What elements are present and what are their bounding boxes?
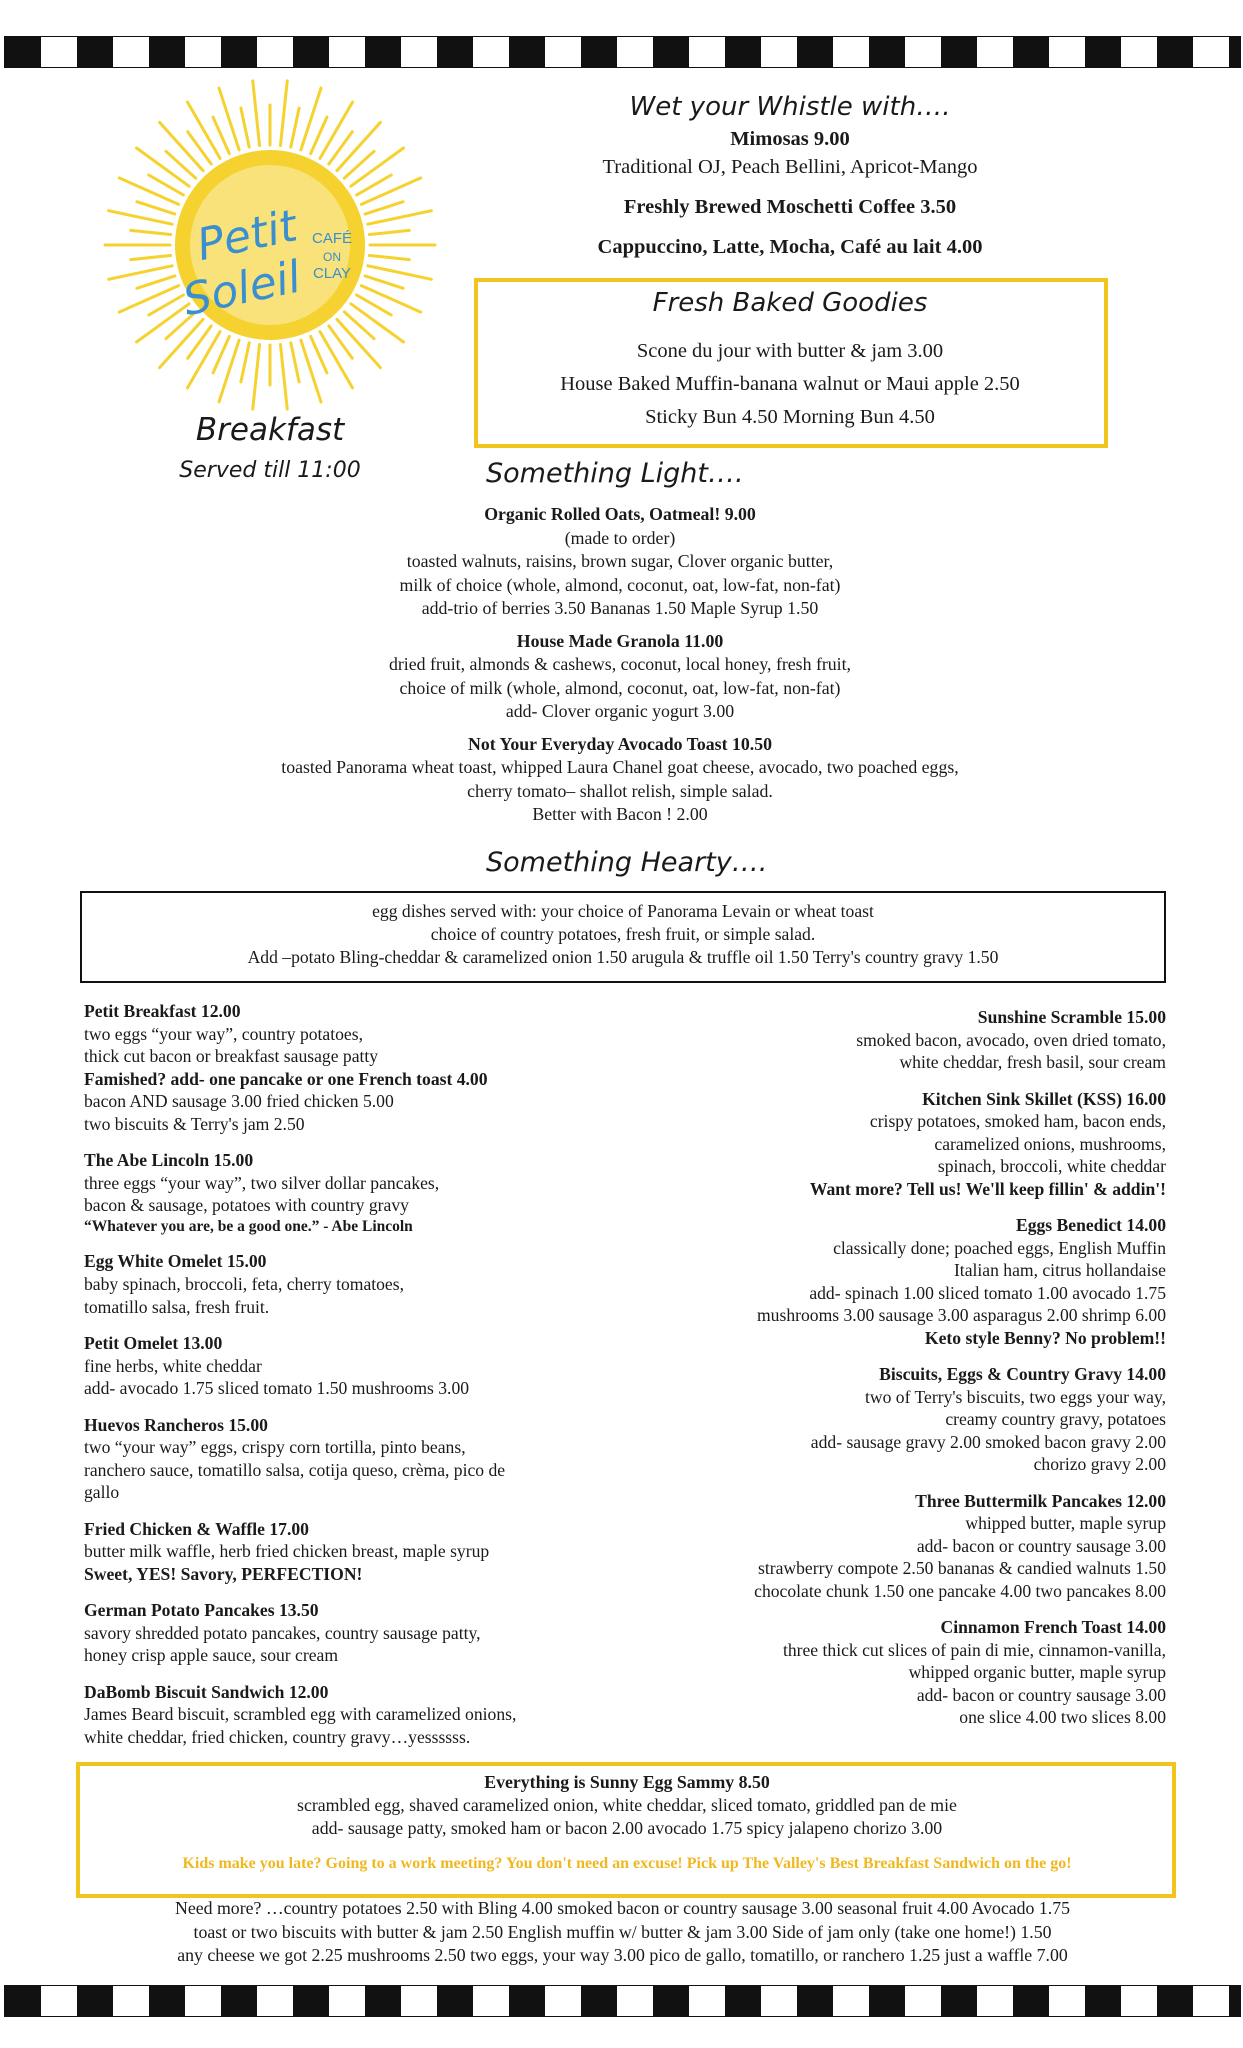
item-title: Kitchen Sink Skillet (KSS) 16.00 bbox=[922, 1088, 1166, 1109]
served-till: Served till 11:00 bbox=[179, 458, 361, 483]
sun-ray bbox=[280, 81, 287, 146]
bottom-checker-border bbox=[4, 1985, 1241, 2017]
item-line: mushrooms 3.00 sausage 3.00 asparagus 2.00 shrimp 6.00 bbox=[756, 1305, 1166, 1326]
menu-item-fried-chicken-waffle bbox=[84, 1518, 624, 1586]
goodies-item: House Baked Muffin-banana walnut or Maui apple 2.50 bbox=[560, 373, 1020, 395]
item-line: caramelized onions, mushrooms, bbox=[934, 1133, 1166, 1154]
light-heading: Something Light…. bbox=[486, 458, 744, 489]
item-line: milk of choice (whole, almond, coconut, oat, low-fat, non-fat) bbox=[399, 574, 841, 595]
item-line: Better with Bacon ! 2.00 bbox=[532, 804, 708, 824]
whistle-heading: Wet your Whistle with…. bbox=[629, 92, 951, 122]
item-line: fine herbs, white cheddar bbox=[84, 1355, 262, 1376]
menu-item-eggs-benedict bbox=[640, 1214, 1166, 1349]
svg-text:ON: ON bbox=[323, 250, 341, 264]
item-line: tomatillo salsa, fresh fruit. bbox=[84, 1296, 270, 1317]
whistle-espresso: Cappuccino, Latte, Mocha, Café au lait 4.00 bbox=[597, 236, 983, 258]
sun-ray bbox=[365, 276, 403, 288]
menu-item-egg-white-omelet bbox=[84, 1250, 624, 1318]
sun-ray bbox=[137, 276, 175, 288]
need-more-line: any cheese we got 2.25 mushrooms 2.50 two eggs, your way 3.00 pico de gallo, tomatillo, or ranchero 1.25 just a waffle 7.00 bbox=[177, 1945, 1068, 1965]
sun-ray bbox=[280, 344, 287, 409]
breakfast-title: Breakfast bbox=[195, 412, 345, 448]
menu-item-petit-breakfast bbox=[84, 1000, 624, 1135]
sun-ray bbox=[119, 178, 178, 204]
item-line: Sweet, YES! Savory, PERFECTION! bbox=[84, 1563, 363, 1584]
item-line: whipped organic butter, maple syrup bbox=[908, 1662, 1166, 1683]
sun-ray bbox=[241, 108, 249, 147]
goodies-list bbox=[480, 335, 1100, 434]
menu-item-sunshine-scramble bbox=[640, 1006, 1166, 1074]
item-line: bacon AND sausage 3.00 fried chicken 5.00 bbox=[84, 1091, 394, 1112]
item-line: toasted Panorama wheat toast, whipped Laura Chanel goat cheese, avocado, two poached eggs, bbox=[281, 757, 959, 777]
item-line: whipped butter, maple syrup bbox=[965, 1513, 1166, 1534]
item-line: dried fruit, almonds & cashews, coconut, local honey, fresh fruit, bbox=[388, 654, 852, 674]
item-line: chorizo gravy 2.00 bbox=[1033, 1454, 1166, 1475]
item-title: German Potato Pancakes 13.50 bbox=[84, 1600, 319, 1621]
menu-item-petit-omelet bbox=[84, 1332, 624, 1400]
item-line: gallo bbox=[84, 1482, 120, 1503]
sun-ray bbox=[351, 304, 404, 342]
item-line: crispy potatoes, smoked ham, bacon ends, bbox=[869, 1111, 1166, 1132]
item-line: Keto style Benny? No problem!! bbox=[924, 1327, 1166, 1348]
egg-sammy-section bbox=[82, 1771, 1172, 1875]
sun-ray bbox=[361, 178, 420, 204]
item-line: white cheddar, fresh basil, sour cream bbox=[899, 1052, 1166, 1073]
menu-item-huevos-rancheros bbox=[84, 1414, 624, 1504]
logo-name-petit: Petit bbox=[192, 200, 302, 272]
sun-ray bbox=[351, 148, 404, 186]
need-more-line: toast or two biscuits with butter & jam 2.50 English muffin w/ butter & jam 3.00 Side of jam only (take one home!) 1.50 bbox=[193, 1921, 1052, 1942]
item-line: bacon & sausage, potatoes with country gravy bbox=[84, 1195, 409, 1216]
item-line: white cheddar, fried chicken, country gravy…yessssss. bbox=[84, 1726, 471, 1747]
item-line: add-trio of berries 3.50 Bananas 1.50 Maple Syrup 1.50 bbox=[421, 598, 819, 618]
item-title: Three Buttermilk Pancakes 12.00 bbox=[915, 1490, 1166, 1511]
item-line: add- bacon or country sausage 3.00 bbox=[916, 1535, 1166, 1556]
sun-ray bbox=[137, 304, 190, 342]
item-line: two “your way” eggs, crispy corn tortilla, pinto beans, bbox=[84, 1437, 466, 1458]
goodies-item: Scone du jour with butter & jam 3.00 bbox=[636, 340, 944, 362]
item-line: cherry tomato– shallot relish, simple salad. bbox=[467, 780, 773, 801]
sun-ray bbox=[369, 255, 409, 259]
item-line: ranchero sauce, tomatillo salsa, cotija queso, crèma, pico de bbox=[84, 1459, 506, 1480]
item-title: Biscuits, Eggs & Country Gravy 14.00 bbox=[879, 1364, 1166, 1385]
item-line: one slice 4.00 two slices 8.00 bbox=[959, 1707, 1166, 1728]
item-line: add- sausage gravy 2.00 smoked bacon gravy 2.00 bbox=[810, 1431, 1166, 1452]
menu-item-dabomb-biscuit bbox=[84, 1681, 624, 1749]
item-line: smoked bacon, avocado, oven dried tomato, bbox=[856, 1029, 1166, 1050]
hearty-heading: Something Hearty…. bbox=[486, 847, 768, 878]
item-line: spinach, broccoli, white cheddar bbox=[937, 1156, 1166, 1177]
whistle-section bbox=[490, 128, 1090, 259]
sun-ray bbox=[291, 108, 299, 147]
item-line: chocolate chunk 1.50 one pancake 4.00 two pancakes 8.00 bbox=[754, 1580, 1166, 1601]
sun-ray bbox=[131, 230, 171, 234]
item-title: Not Your Everyday Avocado Toast 10.50 bbox=[468, 733, 772, 754]
item-title: Egg White Omelet 15.00 bbox=[84, 1251, 267, 1272]
sun-ray bbox=[368, 211, 432, 225]
light-item-granola bbox=[140, 630, 1100, 724]
goodies-heading: Fresh Baked Goodies bbox=[652, 288, 928, 318]
item-line: Famished? add- one pancake or one French toast 4.00 bbox=[84, 1068, 488, 1089]
egg-sammy-line: add- sausage patty, smoked ham or bacon 2.00 avocado 1.75 spicy jalapeno chorizo 3.00 bbox=[311, 1818, 943, 1838]
item-line: three thick cut slices of pain di mie, cinnamon-vanilla, bbox=[782, 1639, 1166, 1660]
sun-ray bbox=[253, 344, 260, 409]
item-title: Petit Omelet 13.00 bbox=[84, 1333, 223, 1354]
sun-ray bbox=[109, 211, 173, 225]
sun-ray bbox=[109, 266, 173, 280]
item-title: Eggs Benedict 14.00 bbox=[1015, 1215, 1166, 1236]
menu-item-cinnamon-french-toast bbox=[640, 1616, 1166, 1729]
item-line: two of Terry's biscuits, two eggs your way, bbox=[865, 1386, 1166, 1407]
item-line: add- bacon or country sausage 3.00 bbox=[916, 1684, 1166, 1705]
item-line: (made to order) bbox=[564, 527, 676, 548]
sun-ray bbox=[320, 102, 353, 158]
item-quote: “Whatever you are, be a good one.” - Abe Lincoln bbox=[84, 1217, 413, 1235]
item-line: two biscuits & Terry's jam 2.50 bbox=[84, 1113, 305, 1134]
item-title: Petit Breakfast 12.00 bbox=[84, 1001, 241, 1021]
item-line: add- Clover organic yogurt 3.00 bbox=[505, 701, 735, 721]
light-item-avocado-toast bbox=[140, 733, 1100, 827]
sun-ray bbox=[188, 332, 221, 388]
item-title: Organic Rolled Oats, Oatmeal! 9.00 bbox=[484, 504, 756, 524]
item-line: three eggs “your way”, two silver dollar pancakes, bbox=[84, 1172, 440, 1193]
item-title: Sunshine Scramble 15.00 bbox=[977, 1007, 1166, 1027]
sun-ray bbox=[253, 81, 260, 146]
item-line: savory shredded potato pancakes, country sausage patty, bbox=[84, 1622, 481, 1643]
menu-item-german-potato-pancakes bbox=[84, 1599, 624, 1667]
item-line: choice of milk (whole, almond, coconut, oat, low-fat, non-fat) bbox=[399, 677, 841, 698]
item-line: James Beard biscuit, scrambled egg with caramelized onions, bbox=[84, 1704, 517, 1725]
item-title: Fried Chicken & Waffle 17.00 bbox=[84, 1518, 309, 1539]
item-line: add- avocado 1.75 sliced tomato 1.50 mushrooms 3.00 bbox=[84, 1378, 470, 1399]
svg-text:CLAY: CLAY bbox=[312, 265, 352, 282]
egg-sammy-line: scrambled egg, shaved caramelized onion, white cheddar, sliced tomato, griddled pan de mie bbox=[297, 1795, 957, 1815]
need-more-line: Need more? …country potatoes 2.50 with Bling 4.00 smoked bacon or country sausage 3.00 seasonal fruit 4.00 Avocado 1.75 bbox=[175, 1898, 1070, 1918]
sun-ray bbox=[137, 202, 175, 214]
goodies-item: Sticky Bun 4.50 Morning Bun 4.50 bbox=[645, 406, 935, 428]
item-title: The Abe Lincoln 15.00 bbox=[84, 1150, 254, 1171]
item-line: add- spinach 1.00 sliced tomato 1.00 avocado 1.75 bbox=[809, 1282, 1166, 1303]
menu-item-kitchen-sink-skillet bbox=[640, 1088, 1166, 1201]
sun-ray bbox=[368, 266, 432, 280]
svg-text:CAFÉ: CAFÉ bbox=[311, 230, 353, 247]
item-line: strawberry compote 2.50 bananas & candied walnuts 1.50 bbox=[758, 1558, 1166, 1579]
top-checker-border bbox=[4, 36, 1241, 68]
item-line: thick cut bacon or breakfast sausage patty bbox=[84, 1046, 379, 1067]
sun-ray bbox=[188, 102, 221, 158]
sun-ray bbox=[291, 343, 299, 382]
item-title: Cinnamon French Toast 14.00 bbox=[940, 1617, 1166, 1638]
need-more-section bbox=[60, 1897, 1185, 1968]
item-line: classically done; poached eggs, English Muffin bbox=[833, 1237, 1166, 1258]
item-line: Italian ham, citrus hollandaise bbox=[953, 1260, 1166, 1281]
sun-ray bbox=[365, 202, 403, 214]
item-line: two eggs “your way”, country potatoes, bbox=[84, 1023, 363, 1044]
item-line: toasted walnuts, raisins, brown sugar, Clover organic butter, bbox=[406, 551, 834, 571]
item-title: House Made Granola 11.00 bbox=[516, 630, 724, 651]
item-line: honey crisp apple sauce, sour cream bbox=[84, 1645, 339, 1666]
sun-ray bbox=[131, 255, 171, 259]
item-title: DaBomb Biscuit Sandwich 12.00 bbox=[84, 1681, 329, 1702]
item-title: Huevos Rancheros 15.00 bbox=[84, 1414, 268, 1435]
item-line: Want more? Tell us! We'll keep fillin' & addin'! bbox=[809, 1178, 1166, 1199]
hearty-note-line: choice of country potatoes, fresh fruit, or simple salad. bbox=[430, 924, 816, 944]
sun-ray bbox=[320, 332, 353, 388]
hearty-right-column bbox=[640, 1006, 1166, 1743]
hearty-note-line: Add –potato Bling-cheddar & caramelized onion 1.50 arugula & truffle oil 1.50 Terry's country gravy 1.50 bbox=[247, 947, 999, 967]
menu-item-abe-lincoln bbox=[84, 1149, 624, 1236]
menu-item-buttermilk-pancakes bbox=[640, 1490, 1166, 1603]
sun-logo bbox=[100, 75, 440, 415]
light-item-oatmeal bbox=[140, 503, 1100, 621]
sun-ray bbox=[119, 286, 178, 312]
egg-sammy-title: Everything is Sunny Egg Sammy 8.50 bbox=[484, 1772, 770, 1792]
item-line: creamy country gravy, potatoes bbox=[945, 1409, 1166, 1430]
sun-ray bbox=[137, 148, 190, 186]
whistle-mimosas: Mimosas 9.00 bbox=[730, 128, 850, 150]
sun-ray bbox=[241, 343, 249, 382]
menu-item-biscuits-gravy bbox=[640, 1363, 1166, 1476]
logo-name-soleil: Soleil bbox=[178, 251, 306, 327]
kids-promo: Kids make you late? Going to a work meeting? You don't need an excuse! Pick up The Valley's Best Breakfast Sandwich on the go! bbox=[182, 1855, 1072, 1872]
whistle-mimosa-flavors: Traditional OJ, Peach Bellini, Apricot-Mango bbox=[602, 156, 978, 178]
sun-ray bbox=[361, 286, 420, 312]
item-line: butter milk waffle, herb fried chicken breast, maple syrup bbox=[84, 1541, 490, 1562]
whistle-coffee: Freshly Brewed Moschetti Coffee 3.50 bbox=[623, 196, 957, 218]
hearty-note bbox=[84, 900, 1162, 969]
light-section bbox=[140, 503, 1100, 827]
hearty-left-column bbox=[84, 1000, 624, 1762]
item-line: baby spinach, broccoli, feta, cherry tomatoes, bbox=[84, 1273, 404, 1294]
hearty-note-line: egg dishes served with: your choice of Panorama Levain or wheat toast bbox=[372, 901, 874, 921]
sun-ray bbox=[369, 230, 409, 234]
